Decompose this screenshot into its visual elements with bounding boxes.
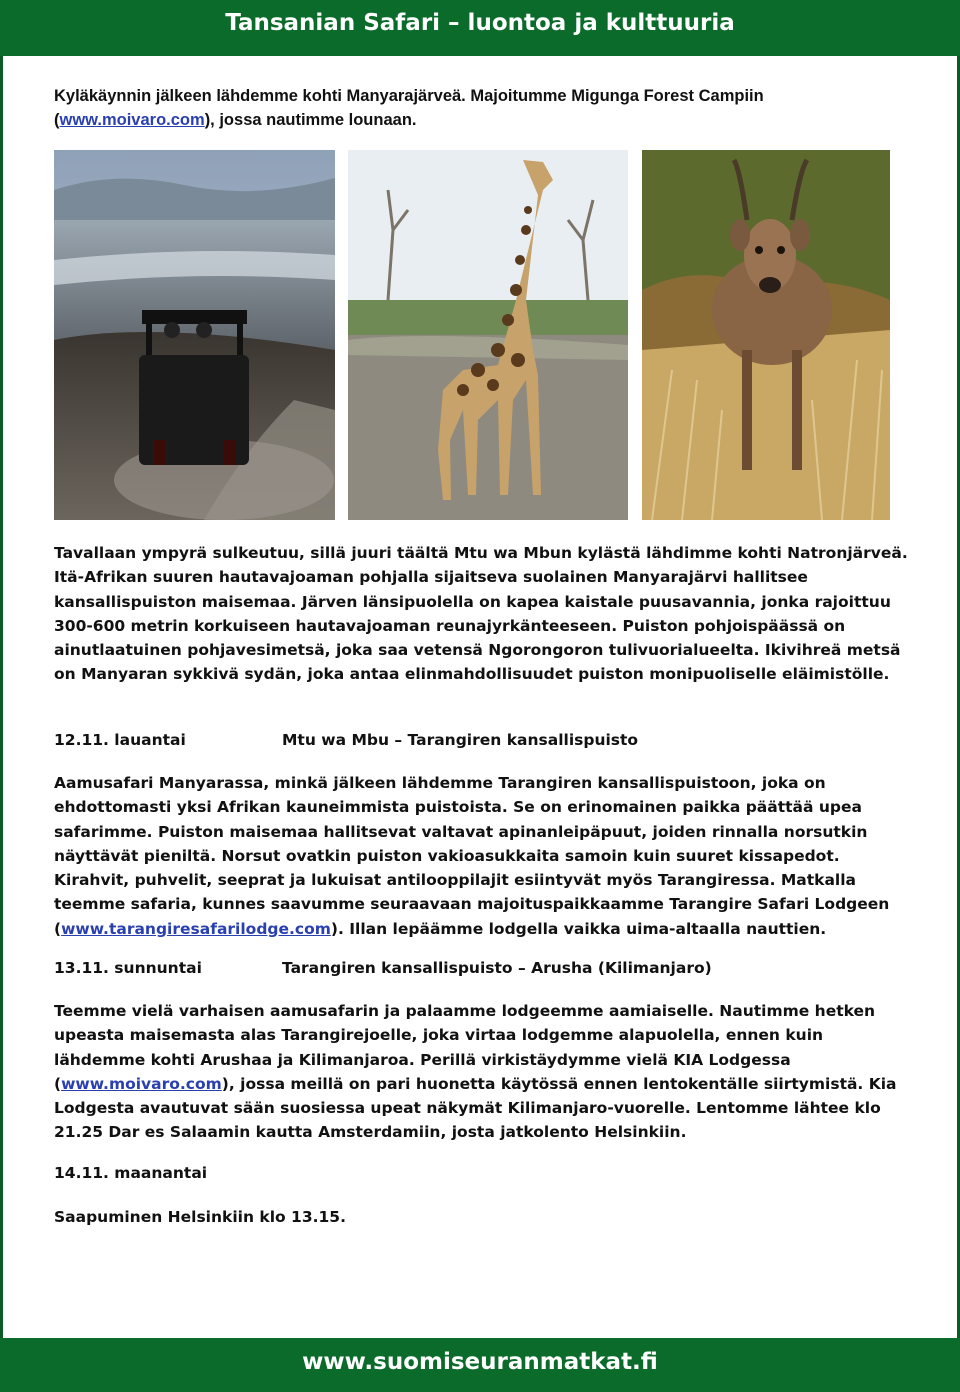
paragraph-manyara: Tavallaan ympyrä sulkeutuu, sillä juuri täältä Mtu wa Mbun kylästä lähdimme kohti Natronjärveä. Itä-Afrikan suuren hautavajoaman pohjalla sijaitseva suolainen Manyarajärvi hallitsee kansallispuiston maisemaa. Järven länsipuolella on kapea kaistale puusavannia, jonka rajoittuu 300-600 metrin korkuiseen hautavajoaman reunajyrkänteeseen. Puiston pohjoispäässä on ainutlaatuinen pohjavesimetsä, joka saa vetensä Ngorongoron tulivuorialueelta. Ikivihreä metsä on Manyaran sykkivä sydän, joka antaa elinmahdollisuudet puiston monipuoliselle eläimistölle. [54,544,908,684]
intro-link[interactable]: www.moivaro.com [59,111,205,130]
intro-text-2: ), jossa nautimme lounaan. [204,111,417,130]
page-footer [0,1338,960,1392]
day1-text-1: Aamusafari Manyarassa, minkä jälkeen lähdemme Tarangiren kansallispuistoon, joka on ehdottomasti yksi Afrikan kauneimmista puistoista. Se on erinomainen paikka päättää upea safarimme. Puiston maisemaa hallitsevat valtavat apinanleipäpuut, joiden rinnalla norsutkin näyttävät pieniltä. Norsut ovatkin puiston vakioasukkaita samoin kuin suuret kissapedot. Kirahvit, puhvelit, seeprat ja lukuisat antilooppilajit esiintyvät myös Tarangiressa. Matkalla teemme safaria, kunnes saavumme seuraavaan majoituspaikkaamme Tarangire Safari Lodgeen ( [54,774,890,938]
paragraph-day-12-11 [54,771,914,941]
intro-text-1: Kyläkäynnin jälkeen lähdemme kohti Manyarajärveä. Majoitumme Migunga Forest Campiin ( [54,87,764,130]
day-date: 12.11. lauantai [54,731,186,749]
waterbuck-photo [642,150,890,520]
kia-lodge-link[interactable]: www.moivaro.com [61,1074,222,1093]
day-route: Mtu wa Mbu – Tarangiren kansallispuisto [282,731,639,749]
page-header [0,0,960,56]
day-route: Tarangiren kansallispuisto – Arusha (Kilimanjaro) [282,959,712,977]
intro-paragraph [54,84,914,133]
arrival-text: Saapuminen Helsinkiin klo 13.15. [54,1208,346,1226]
day1-text-2: ). Illan lepäämme lodgella vaikka uima-altaalla nauttien. [330,919,827,938]
day2-text-2: ), jossa meillä on pari huonetta käytössä ennen lentokentälle siirtymistä. Kia Lodgesta avautuvat sään suosiessa upeat näkymät Kilimanjaro-vuorelle. Lentomme lähtee klo 21.25 Dar es Salaamin kautta Amsterdamiin, josta jatkolento Helsinkiin. [54,1074,897,1142]
paragraph-day-13-11 [54,999,914,1145]
safari-vehicle-photo [54,150,335,520]
tarangire-link[interactable]: www.tarangiresafarilodge.com [61,919,331,938]
day2-text-1: Teemme vielä varhaisen aamusafarin ja palaamme lodgeemme aamiaiselle. Nautimme hetken upeasta maisemasta alas Tarangirejoelle, joka virtaa lodgemme alapuolella, ennen kuin lähdemme kohti Arushaa ja Kilimanjaroa. Perillä virkistäydymme vielä KIA Lodgessa ( [54,1002,876,1093]
giraffe-photo [348,150,628,520]
day-date: 14.11. maanantai [54,1164,208,1182]
header-title: Tansanian Safari – luontoa ja kulttuuria [225,10,735,36]
footer-url[interactable]: www.suomiseuranmatkat.fi [302,1349,658,1375]
day-date: 13.11. sunnuntai [54,959,202,977]
